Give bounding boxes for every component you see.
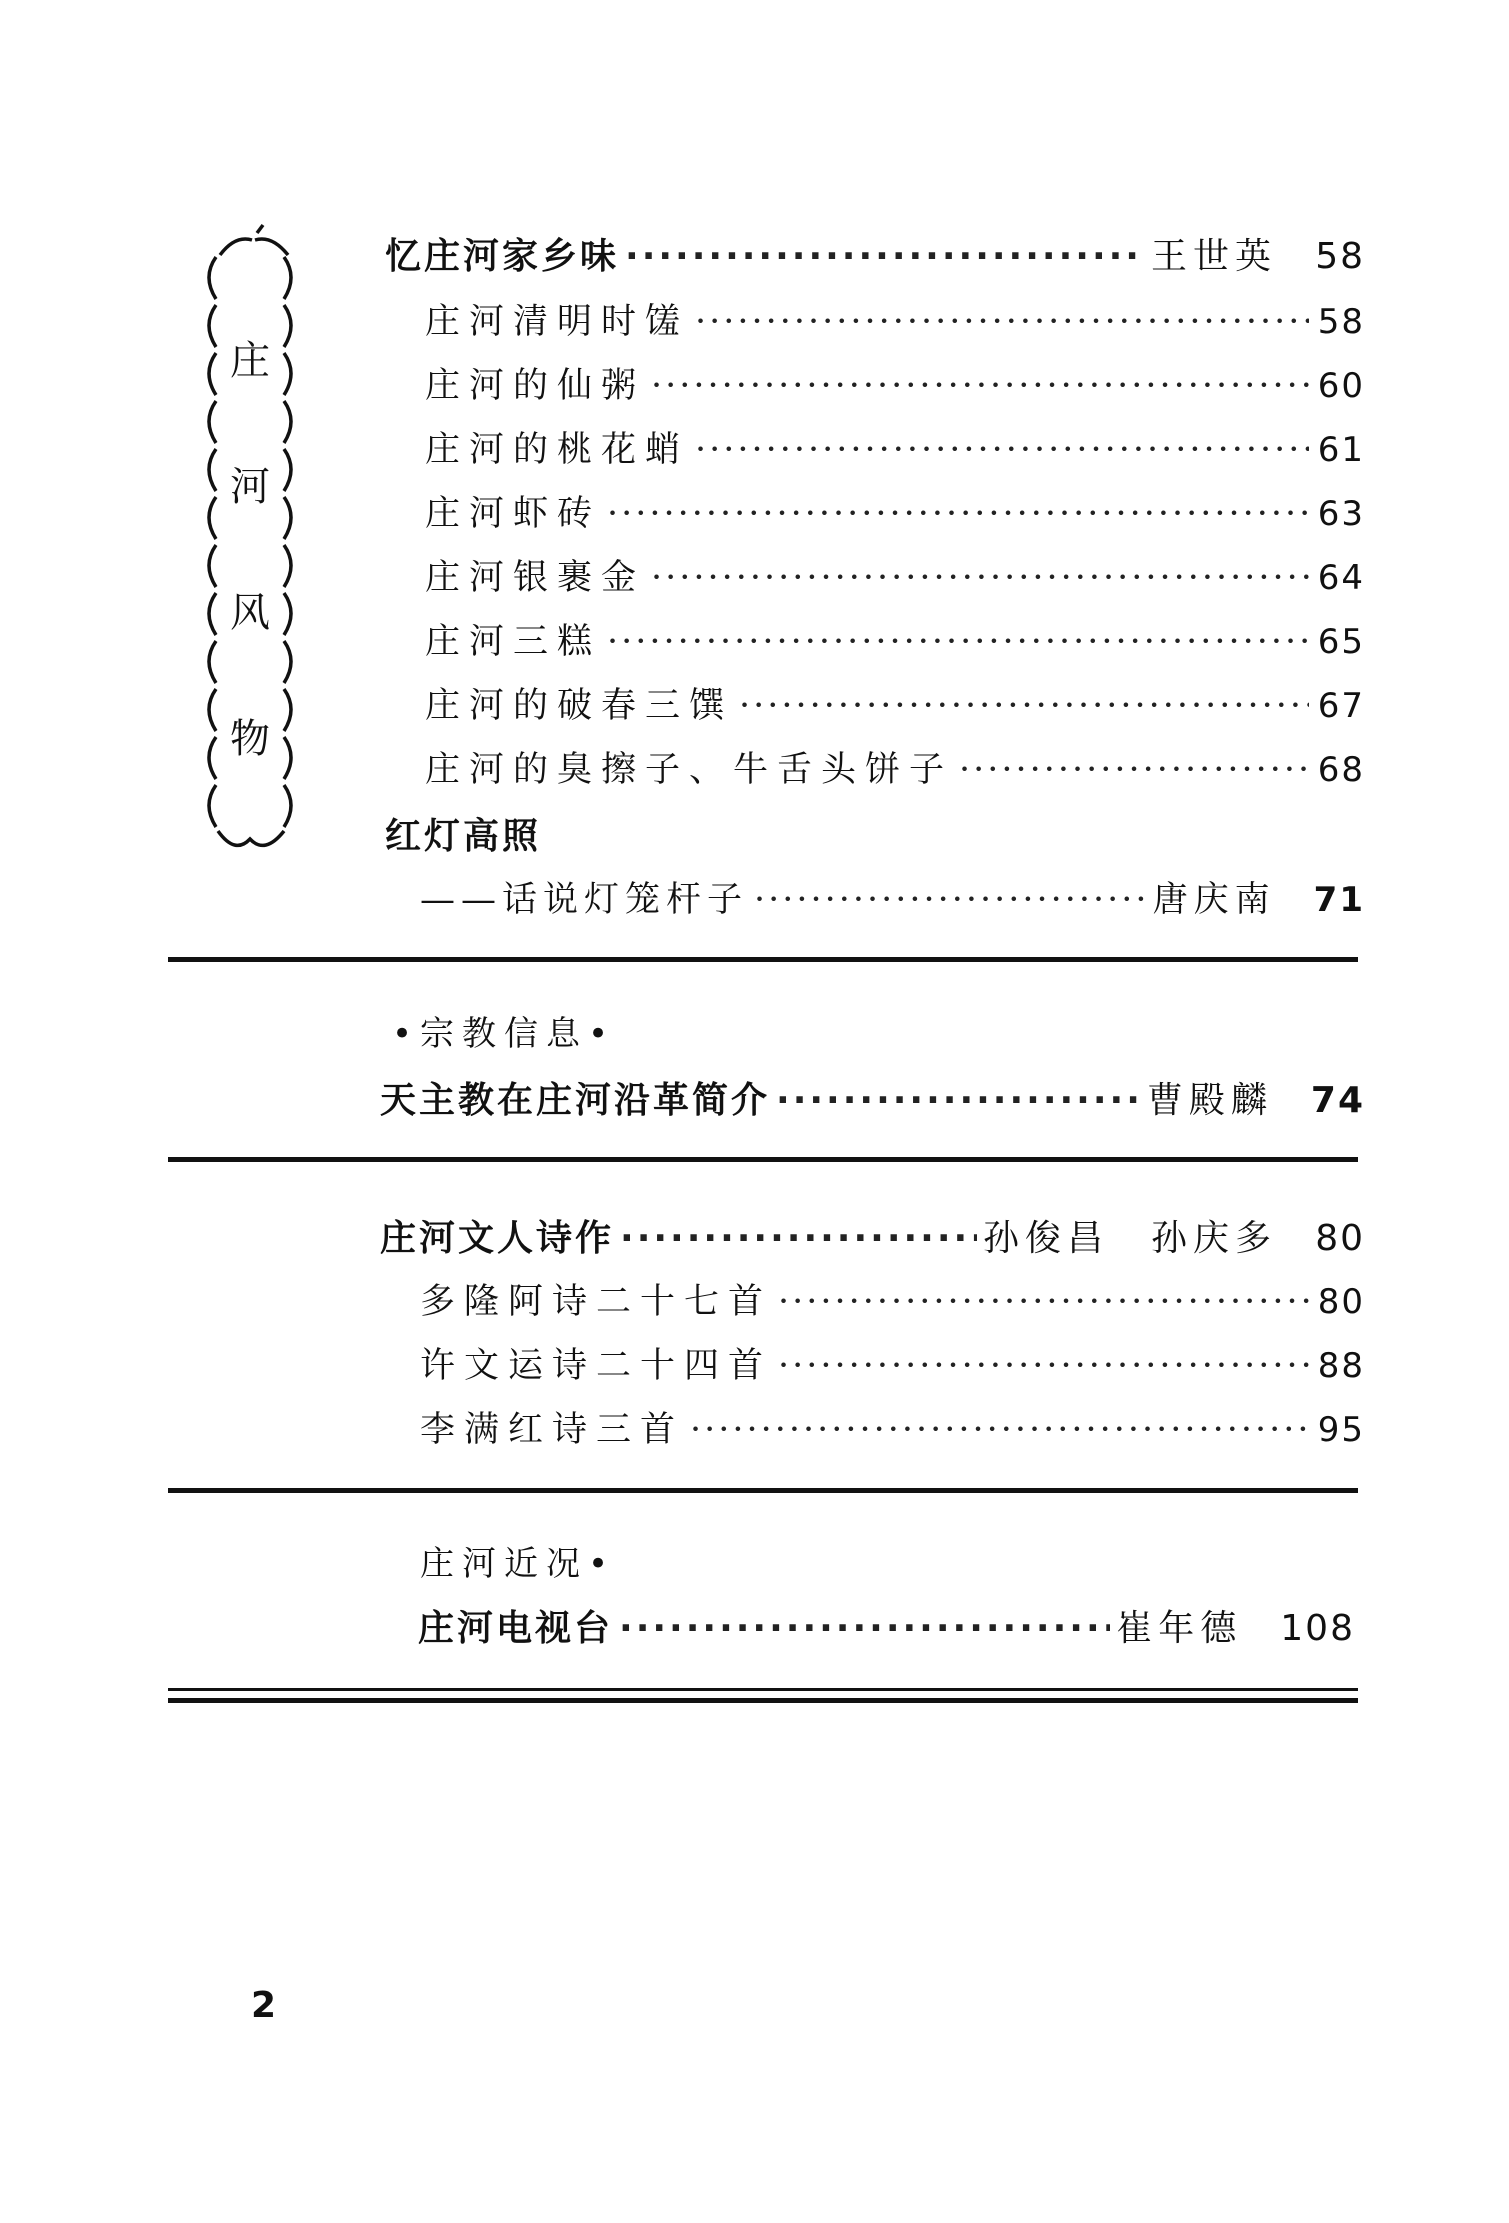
entry-title: 红灯高照	[385, 816, 542, 857]
entry-title: 庄河虾砖	[425, 494, 602, 534]
side-char: 河	[230, 464, 270, 510]
section-label: •宗教信息•	[392, 1014, 617, 1054]
entry-title: 多隆阿诗二十七首	[420, 1282, 773, 1322]
section-divider	[168, 1688, 1358, 1691]
section-divider	[168, 1698, 1358, 1703]
entry-title: 庄河的桃花蛸	[425, 430, 690, 470]
dot-leader	[619, 1608, 1110, 1648]
toc-subentry[interactable]	[420, 872, 1365, 922]
section-side-title	[180, 215, 320, 875]
dot-leader	[695, 430, 1309, 469]
entry-title: 庄河的仙粥	[425, 366, 646, 406]
toc-subentry[interactable]	[420, 1274, 1365, 1324]
section-divider	[168, 957, 1358, 962]
dot-leader	[620, 1218, 977, 1258]
entry-author: 王世英	[1150, 236, 1277, 277]
entry-title: 李满红诗三首	[420, 1410, 685, 1450]
toc-subentry[interactable]	[425, 614, 1365, 664]
dot-leader	[959, 750, 1309, 789]
entry-page: 58	[1315, 236, 1365, 277]
dot-leader	[754, 880, 1147, 919]
entry-title: 忆庄河家乡味	[385, 236, 620, 277]
entry-author: 崔年德	[1116, 1608, 1243, 1649]
toc-entry[interactable]	[418, 1600, 1355, 1651]
dot-leader	[690, 1410, 1309, 1449]
toc-subentry[interactable]	[425, 294, 1365, 344]
toc-subentry[interactable]	[420, 1402, 1365, 1452]
entry-title: 庄河电视台	[418, 1608, 614, 1649]
toc-subentry[interactable]	[420, 1338, 1365, 1388]
entry-title: 庄河三糕	[425, 622, 602, 662]
entry-subtitle: ——话说灯笼杆子	[420, 880, 749, 920]
dot-leader	[778, 1282, 1309, 1321]
entry-author: 曹殿麟	[1146, 1080, 1273, 1121]
side-char: 庄	[230, 338, 270, 384]
entry-page: 88	[1317, 1346, 1365, 1386]
entry-title: 许文运诗二十四首	[420, 1346, 773, 1386]
entry-page: 58	[1317, 302, 1365, 342]
toc-subentry[interactable]	[425, 358, 1365, 408]
toc-subentry[interactable]	[425, 678, 1365, 728]
bracket-ornament-icon	[180, 215, 320, 875]
entry-page: 74	[1310, 1080, 1365, 1121]
dot-leader	[651, 366, 1309, 405]
entry-author: 孙俊昌 孙庆多	[982, 1218, 1277, 1259]
entry-page: 65	[1317, 622, 1365, 662]
dot-leader	[776, 1080, 1141, 1120]
entry-title: 庄河文人诗作	[380, 1218, 615, 1259]
toc-subentry[interactable]	[425, 550, 1365, 600]
dot-leader	[695, 302, 1309, 341]
entry-page: 95	[1317, 1410, 1365, 1450]
entry-page: 64	[1317, 558, 1365, 598]
dot-leader	[625, 236, 1145, 276]
side-char: 物	[230, 716, 270, 762]
dot-leader	[651, 558, 1309, 597]
side-char: 风	[230, 590, 270, 636]
section-divider	[168, 1157, 1358, 1162]
entry-page: 63	[1317, 494, 1365, 534]
toc-entry[interactable]	[380, 1210, 1365, 1261]
section-label: 庄河近况•	[420, 1544, 617, 1584]
page-number: 2	[251, 1985, 277, 2026]
dot-leader	[739, 686, 1309, 725]
section-divider	[168, 1488, 1358, 1493]
entry-page: 80	[1315, 1218, 1365, 1259]
entry-page: 67	[1317, 686, 1365, 726]
toc-subentry[interactable]	[425, 486, 1365, 536]
dot-leader	[778, 1346, 1309, 1385]
entry-page: 80	[1317, 1282, 1365, 1322]
entry-page: 71	[1313, 880, 1365, 920]
dot-leader	[607, 622, 1309, 661]
entry-page: 108	[1280, 1608, 1355, 1649]
dot-leader	[607, 494, 1309, 533]
entry-page: 61	[1317, 430, 1365, 470]
toc-subentry[interactable]	[425, 422, 1365, 472]
entry-title: 庄河清明时馐	[425, 302, 690, 342]
entry-title: 庄河的破春三馔	[425, 686, 734, 726]
toc-entry[interactable]	[385, 228, 1365, 279]
entry-page: 68	[1317, 750, 1365, 790]
entry-author: 唐庆南	[1152, 880, 1276, 920]
entry-title: 庄河银裹金	[425, 558, 646, 598]
toc-entry[interactable]	[380, 1072, 1365, 1123]
toc-subentry[interactable]	[425, 742, 1365, 792]
entry-title: 庄河的臭擦子、牛舌头饼子	[425, 750, 954, 790]
entry-title: 天主教在庄河沿革简介	[380, 1080, 771, 1121]
entry-page: 60	[1317, 366, 1365, 406]
toc-entry[interactable]	[385, 808, 541, 859]
